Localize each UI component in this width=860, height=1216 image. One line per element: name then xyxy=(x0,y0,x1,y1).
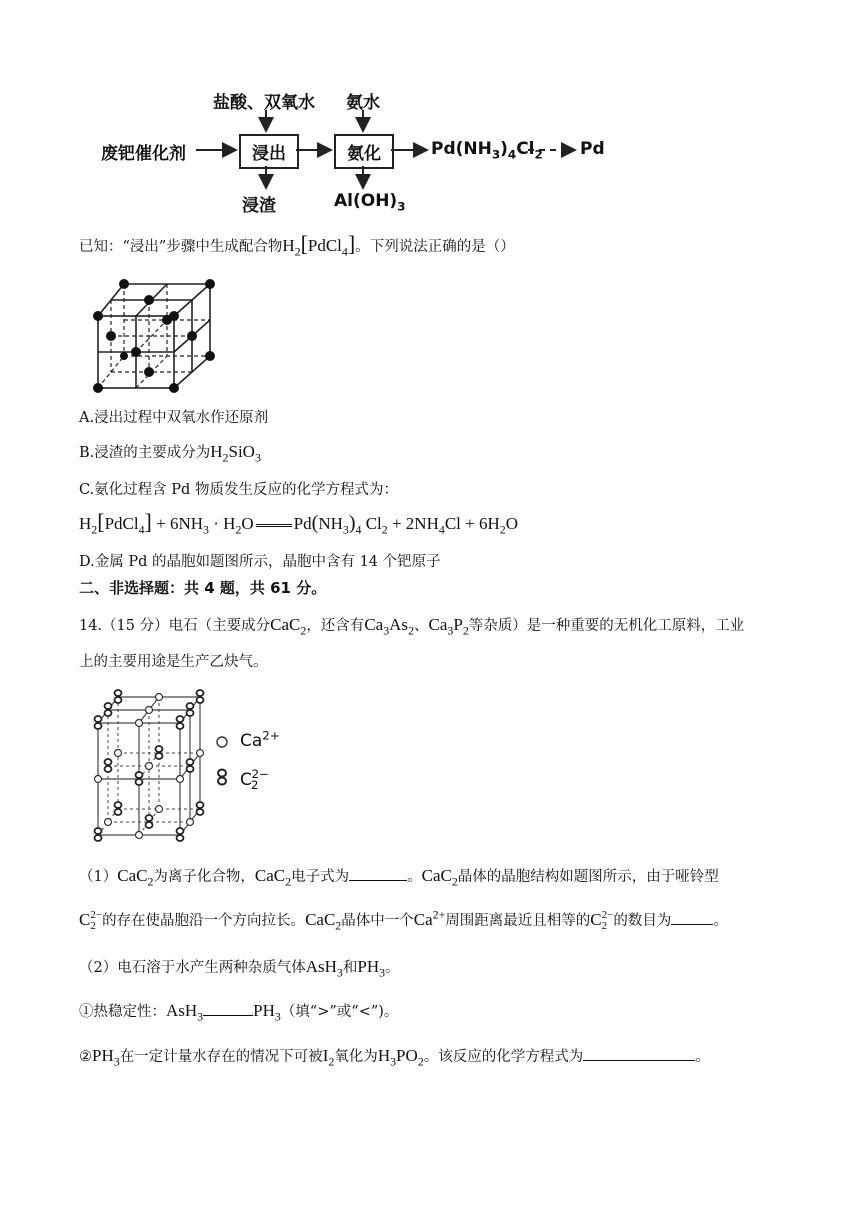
flow-residue-2: $Al(OH)_3$ xyxy=(334,191,406,214)
flow-product: $Pd(NH_3)_4Cl_2$ xyxy=(431,139,543,162)
pd-fcc-unit-cell-figure xyxy=(88,276,218,394)
flow-reagent-2: 氨水 xyxy=(346,93,380,113)
flow-step-ammoniation: 氨化 xyxy=(334,134,394,169)
c2-legend-icon xyxy=(218,770,226,785)
q14-part1-line1: （1）CaC$_2$为离子化合物，CaC$_2$电子式为 。CaC$_2$晶体的晶胞结构如题图所示，由于哑铃型 xyxy=(79,866,719,889)
q14-part2-b: $②PH_3$在一定计量水存在的情况下可被$I_2$氧化为$H_3PO_2$。该反应的化学方程式为 。 xyxy=(79,1046,710,1069)
answer-blank-equation[interactable] xyxy=(583,1046,695,1061)
q13-option-c: C.氨化过程含 Pd 物质发生反应的化学方程式为： xyxy=(79,482,398,498)
q14-intro-line2: 上的主要用途是生产乙炔气。 xyxy=(79,654,268,670)
q14-part2-line: （2）电石溶于水产生两种杂质气体AsH$_3$和$PH_3$。 xyxy=(79,957,400,980)
flow-residue-1: 浸渣 xyxy=(242,196,276,216)
q13-known: 已知：“浸出”步骤中生成配合物$H_2[PdCl_4]$。下列说法正确的是（） xyxy=(79,231,515,259)
answer-blank-electron-formula[interactable] xyxy=(349,866,407,881)
q14-intro-line1: 14.（15 分）电石（主要成分CaC$_2$，还含有$Ca_3As_2$、$Ca_3P_2$等杂质）是一种重要的无机化工原料，工业 xyxy=(79,615,745,638)
section-heading: 二、非选择题：共 4 题，共 61 分。 xyxy=(79,579,327,597)
flow-input: 废钯催化剂 xyxy=(101,144,186,164)
q13-option-d: D.金属 Pd 的晶胞如题图所示，晶胞中含有 14 个钯原子 xyxy=(79,554,441,570)
ca-legend-icon xyxy=(217,737,227,747)
answer-blank-coordination-number[interactable] xyxy=(671,910,713,925)
q13-option-b: B.浸渣的主要成分为$H_2SiO_3$ xyxy=(79,442,261,465)
legend-ca-label: $Ca^{2+}$ xyxy=(240,728,280,751)
legend-c2-label: $C_2^{2-}$ xyxy=(240,767,269,793)
flow-final: Pd xyxy=(580,139,605,159)
q13-option-c-equation: $H_2[PdCl_4] + 6NH_3 \cdot H_2O$ $Pd(NH_3)_4$ $Cl_2 + 2NH_4Cl + 6H_2O$ xyxy=(79,509,518,537)
q14-part1-line2: C 2− 2 的存在使晶胞沿一个方向拉长。CaC$_2$晶体中一个$Ca^{2+}$周围距离最近且相等的C 2− 2 的数目为 。 xyxy=(79,907,728,933)
flow-arrows xyxy=(0,0,860,230)
answer-blank-thermal-stability[interactable] xyxy=(203,1001,253,1016)
cac2-unit-cell-figure xyxy=(86,685,286,845)
flow-reagent-1: 盐酸、双氧水 xyxy=(213,93,315,113)
flow-step-leach: 浸出 xyxy=(239,134,299,169)
q13-option-a: A.浸出过程中双氧水作还原剂 xyxy=(79,410,269,426)
q14-part2-a: ①热稳定性：AsH$_3$ $PH_3$（填“>”或“<”)。 xyxy=(79,1001,399,1024)
